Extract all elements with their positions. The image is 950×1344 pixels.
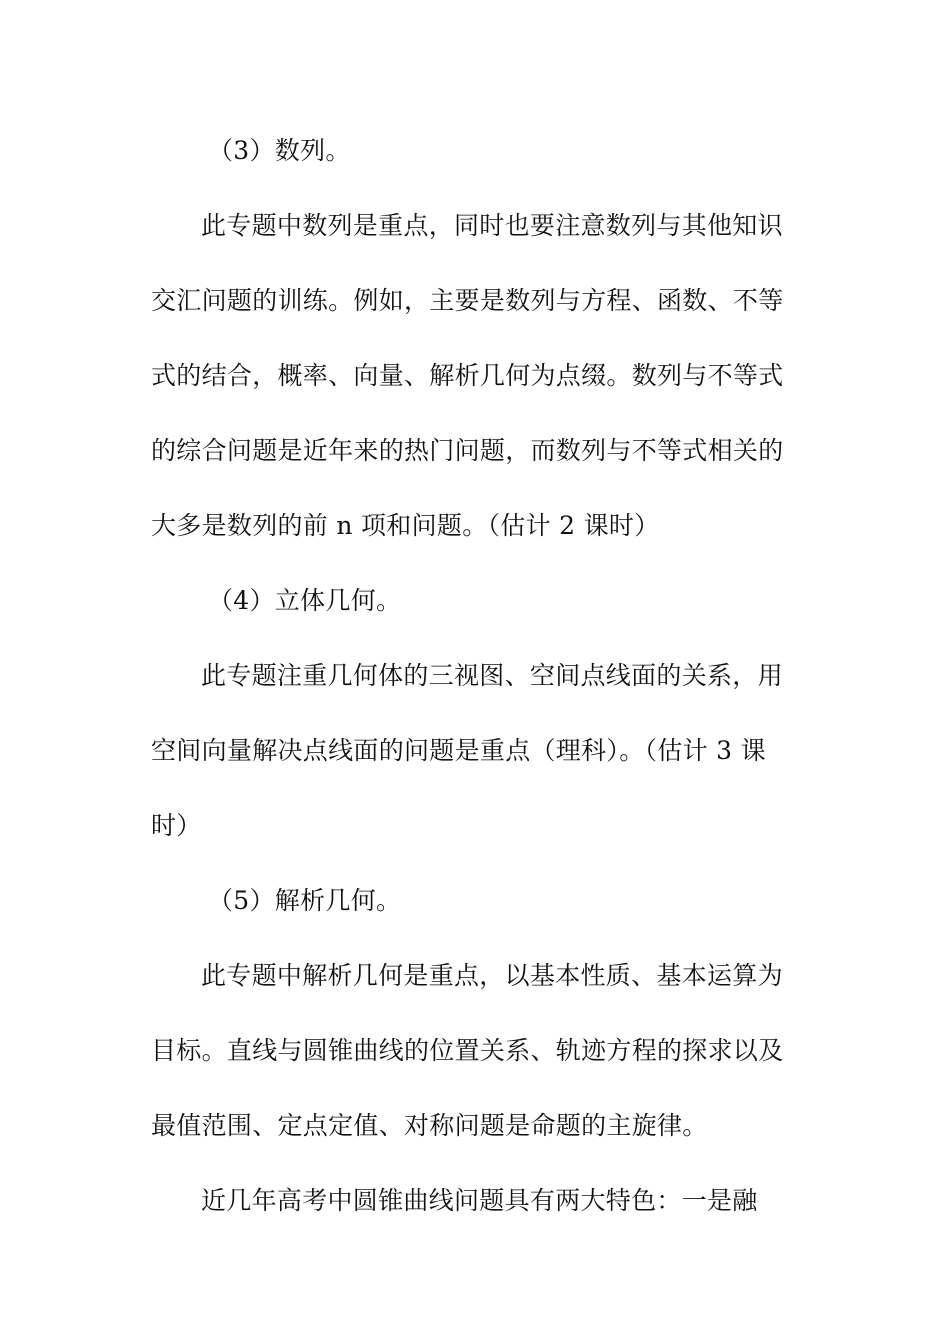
paragraph-line: 此专题中数列是重点，同时也要注意数列与其他知识 (201, 211, 783, 240)
paragraph-line: 最值范围、定点定值、对称问题是命题的主旋律。 (151, 1111, 708, 1140)
paragraph-line: 此专题中解析几何是重点，以基本性质、基本运算为 (201, 961, 783, 990)
section-heading-solid-geometry: （4）立体几何。 (208, 586, 402, 615)
paragraph-line: 目标。直线与圆锥曲线的位置关系、轨迹方程的探求以及 (151, 1036, 784, 1065)
section-heading-analytic-geometry: （5）解析几何。 (208, 886, 402, 915)
section-heading-sequences: （3）数列。 (208, 136, 351, 165)
paragraph-line: 空间向量解决点线面的问题是重点（理科）。（估计 3 课 (151, 736, 766, 765)
paragraph-line: 时） (151, 811, 202, 840)
paragraph-line: 此专题注重几何体的三视图、空间点线面的关系，用 (201, 661, 783, 690)
paragraph-line: 近几年高考中圆锥曲线问题具有两大特色：一是融 (201, 1186, 758, 1215)
paragraph-line: 的综合问题是近年来的热门问题，而数列与不等式相关的 (151, 436, 784, 465)
paragraph-line: 大多是数列的前 n 项和问题。（估计 2 课时） (151, 511, 660, 540)
paragraph-line: 式的结合，概率、向量、解析几何为点缀。数列与不等式 (151, 361, 784, 390)
paragraph-line: 交汇问题的训练。例如，主要是数列与方程、函数、不等 (151, 286, 784, 315)
